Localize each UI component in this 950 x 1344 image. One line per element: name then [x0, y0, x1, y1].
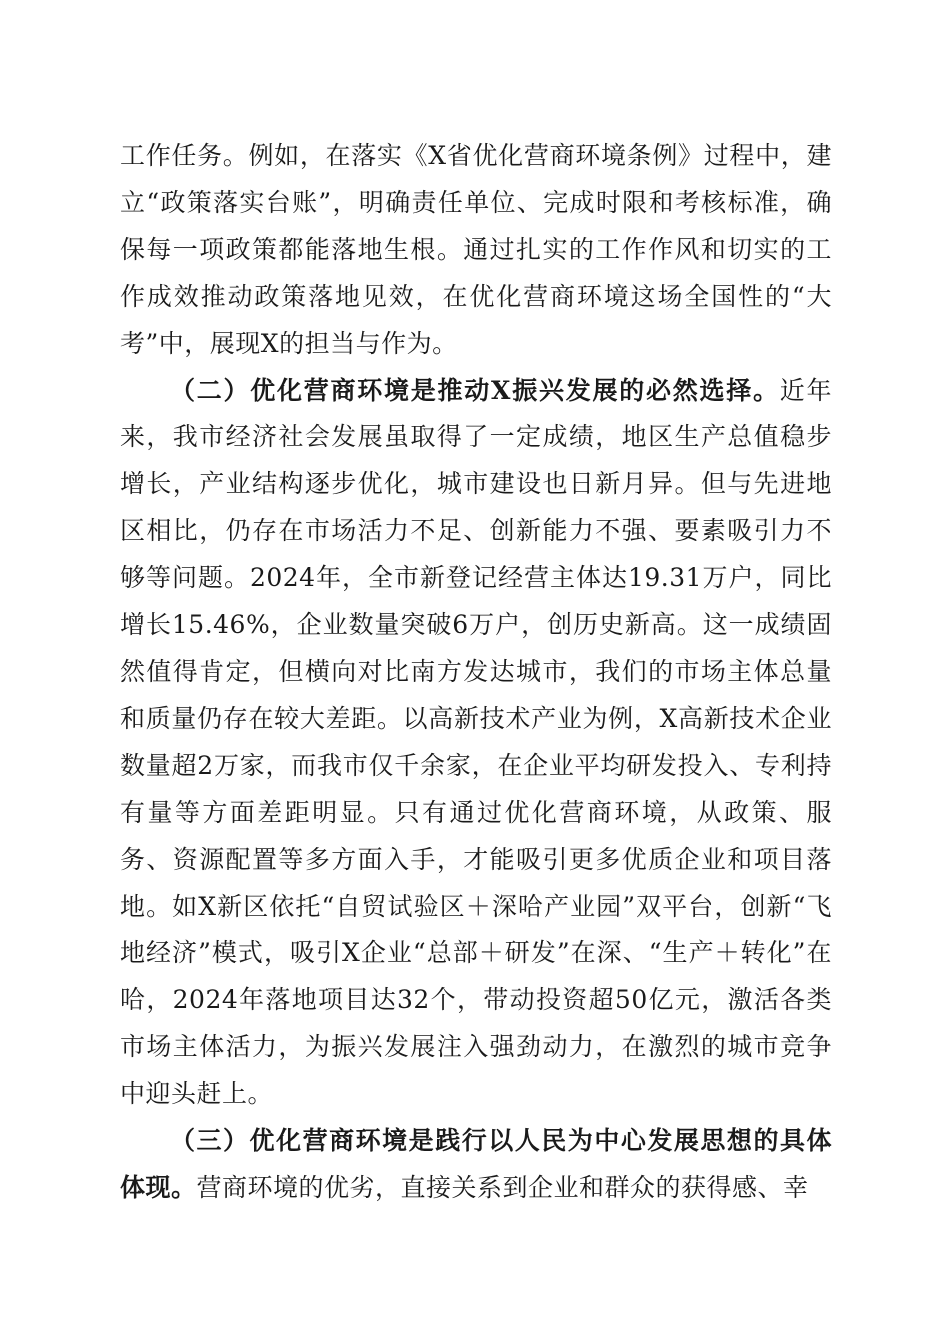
section-heading-2: （二）优化营商环境是推动X振兴发展的必然选择。	[170, 375, 780, 405]
paragraph-2-body: 近年来，我市经济社会发展虽取得了一定成绩，地区生产总值稳步增长，产业结构逐步优化，城市建设也日新月异。但与先进地区相比，仍存在市场活力不足、创新能力不强、要素吸引力不够等问题。2024年，全市新登记经营主体达19.31万户，同比增长15.46%，企业数量突破6万户，创历史新高。这一成绩固然值得肯定，但横向对比南方发达城市，我们的市场主体总量和质量仍存在较大差距。以高新技术产业为例，X高新技术企业数量超2万家，而我市仅千余家，在企业平均研发投入、专利持有量等方面差距明显。只有通过优化营商环境，从政策、服务、资源配置等多方面入手，才能吸引更多优质企业和项目落地。如X新区依托“自贸试验区＋深哈产业园”双平台，创新“飞地经济”模式，吸引X企业“总部＋研发”在深、“生产＋转化”在哈，2024年落地项目达32个，带动投资超50亿元，激活各类市场主体活力，为振兴发展注入强劲动力，在激烈的城市竞争中迎头赶上。	[120, 375, 832, 1109]
paragraph-3-body: 营商环境的优劣，直接关系到企业和群众的获得感、幸	[196, 1172, 809, 1202]
paragraph-2	[120, 368, 832, 1119]
section-heading-3: （三）优化营商环境是践行以人民为中心发展思想的具体体现。	[120, 1126, 832, 1202]
paragraph-1: 工作任务。例如，在落实《X省优化营商环境条例》过程中，建立“政策落实台账”，明确责任单位、完成时限和考核标准，确保每一项政策都能落地生根。通过扎实的工作作风和切实的工作成效推动政策落地见效，在优化营商环境这场全国性的“大考”中，展现X的担当与作为。	[120, 141, 832, 358]
paragraph-3	[120, 1118, 832, 1212]
document-page	[120, 133, 832, 1212]
